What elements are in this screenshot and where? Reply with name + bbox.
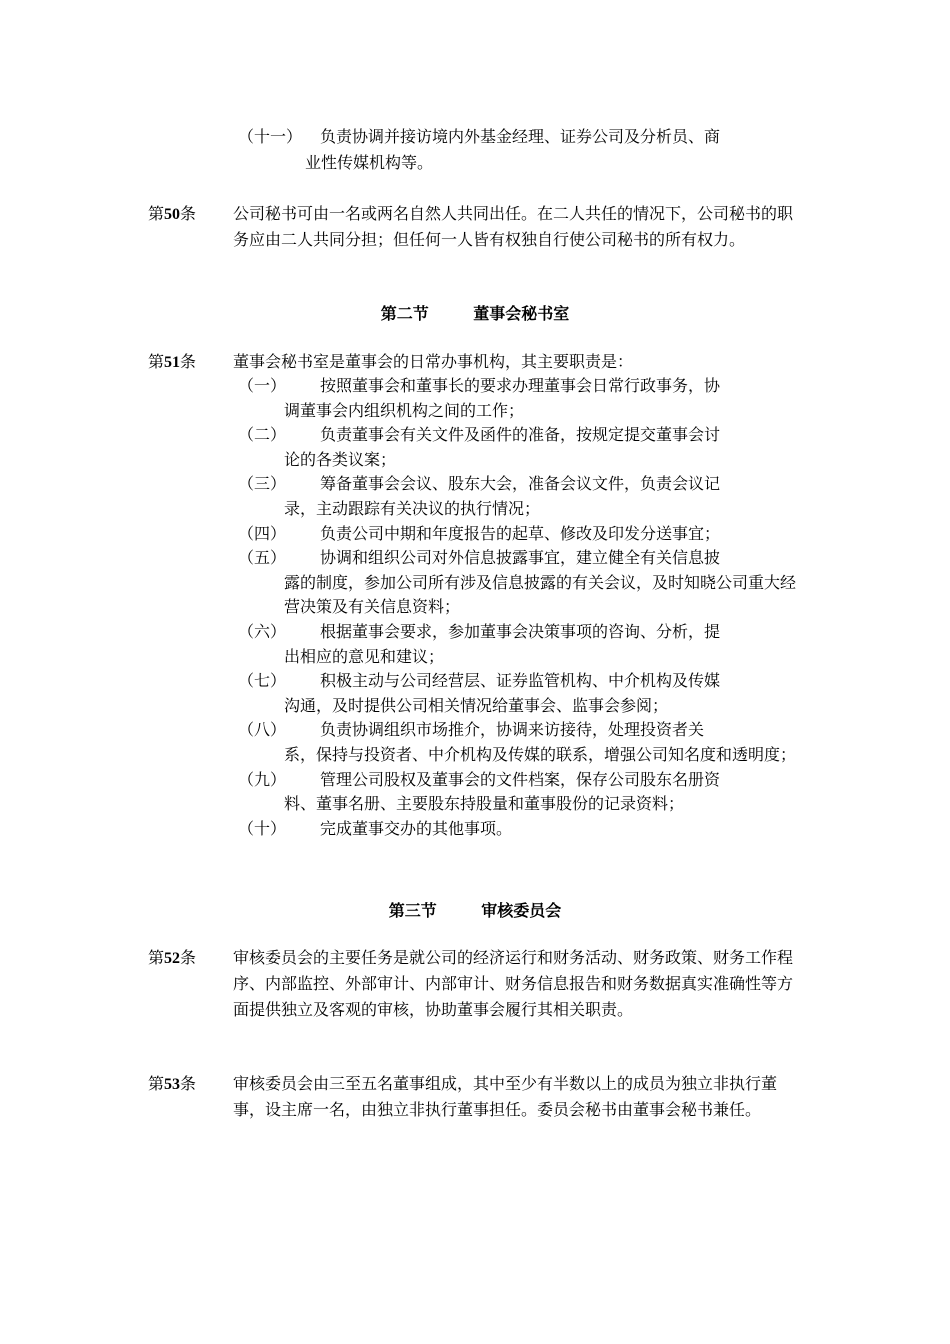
list-item-number: （四） [238,523,287,543]
article-number: 第53条 [148,1074,197,1093]
article-number: 第50条 [148,204,197,223]
article-text: 董事会秘书室是董事会的日常办事机构，其主要职责是： [233,352,634,371]
list-item-text-continued: 调董事会内组织机构之间的工作； [284,400,525,420]
list-item-number: （二） [238,425,287,445]
list-item-number: （七） [238,671,287,691]
list-item-number: （六） [238,621,287,641]
article-50 [148,201,808,253]
list-item [238,546,803,620]
list-item-number: （十一） [238,127,303,146]
list-item-number: （五） [238,548,287,568]
list-item-text: 管理公司股权及董事会的文件档案，保存公司股东名册资 [320,769,721,789]
article-53 [148,1071,808,1123]
duty-list [238,374,803,841]
list-item-text-continued: 系，保持与投资者、中介机构及传媒的联系，增强公司知名度和透明度； [284,744,797,764]
list-item-text-continued: 料、董事名册、主要股东持股量和董事股份的记录资料； [284,794,685,814]
list-item [238,423,803,472]
list-item [238,374,803,423]
list-item-text: 积极主动与公司经营层、证券监管机构、中介机构及传媒 [320,671,721,691]
list-item-continued [238,124,803,176]
list-item [238,669,803,718]
article-number: 第51条 [148,352,197,371]
list-item-text-continued: 录，主动跟踪有关决议的执行情况； [284,498,541,518]
list-item [238,472,803,521]
article-text: 公司秘书可由一名或两名自然人共同出任。在二人共任的情况下，公司秘书的职务应由二人共同分担；但任何一人皆有权独自行使公司秘书的所有权力。 [233,204,794,249]
list-item-text-continued: 业性传媒机构等。 [305,153,434,172]
list-item-text: 协调和组织公司对外信息披露事宜，建立健全有关信息披 [320,548,721,568]
list-item-text: 完成董事交办的其他事项。 [320,818,513,838]
list-item-text-continued: 论的各类议案； [284,449,397,469]
list-item-number: （十） [238,818,287,838]
list-item-text-continued: 沟通，及时提供公司相关情况给董事会、监事会参阅； [284,695,669,715]
list-item [238,522,803,547]
list-item-text: 按照董事会和董事长的要求办理董事会日常行政事务，协 [320,376,721,395]
article-text: 审核委员会的主要任务是就公司的经济运行和财务活动、财务政策、财务工作程序、内部监控、外部审计、内部审计、财务信息报告和财务数据真实准确性等方面提供独立及客观的审核，协助董事会履行其相关职责。 [233,948,794,1019]
section-title: 第三节 审核委员会 [388,901,562,920]
article-52 [148,945,808,1023]
list-item-number: （八） [238,720,287,740]
section-title: 第二节 董事会秘书室 [380,304,570,323]
article-51 [148,349,808,375]
list-item [238,718,803,767]
list-item-text: 负责协调组织市场推介，协调来访接待，处理投资者关 [320,720,705,740]
list-item-text: 负责协调并接访境内外基金经理、证券公司及分析员、商 [320,127,721,146]
list-item-number: （三） [238,474,287,494]
list-item-text: 负责董事会有关文件及函件的准备，按规定提交董事会讨 [320,425,721,445]
list-item-text: 负责公司中期和年度报告的起草、修改及印发分送事宜； [320,523,721,543]
list-item-number: （九） [238,769,287,789]
list-item-text: 筹备董事会会议、股东大会，准备会议文件，负责会议记 [320,474,721,494]
list-item-text-continued: 出相应的意见和建议； [284,646,445,666]
article-number: 第52条 [148,948,197,967]
list-item-text: 根据董事会要求，参加董事会决策事项的咨询、分析，提 [320,621,721,641]
list-item [238,817,803,842]
list-item [238,620,803,669]
list-item-text-continued: 露的制度，参加公司所有涉及信息披露的有关会议，及时知晓公司重大经营决策及有关信息资料； [284,572,797,617]
article-text: 审核委员会由三至五名董事组成，其中至少有半数以上的成员为独立非执行董事，设主席一名，由独立非执行董事担任。委员会秘书由董事会秘书兼任。 [233,1074,778,1119]
list-item [238,768,803,817]
list-item-number: （一） [238,376,287,395]
